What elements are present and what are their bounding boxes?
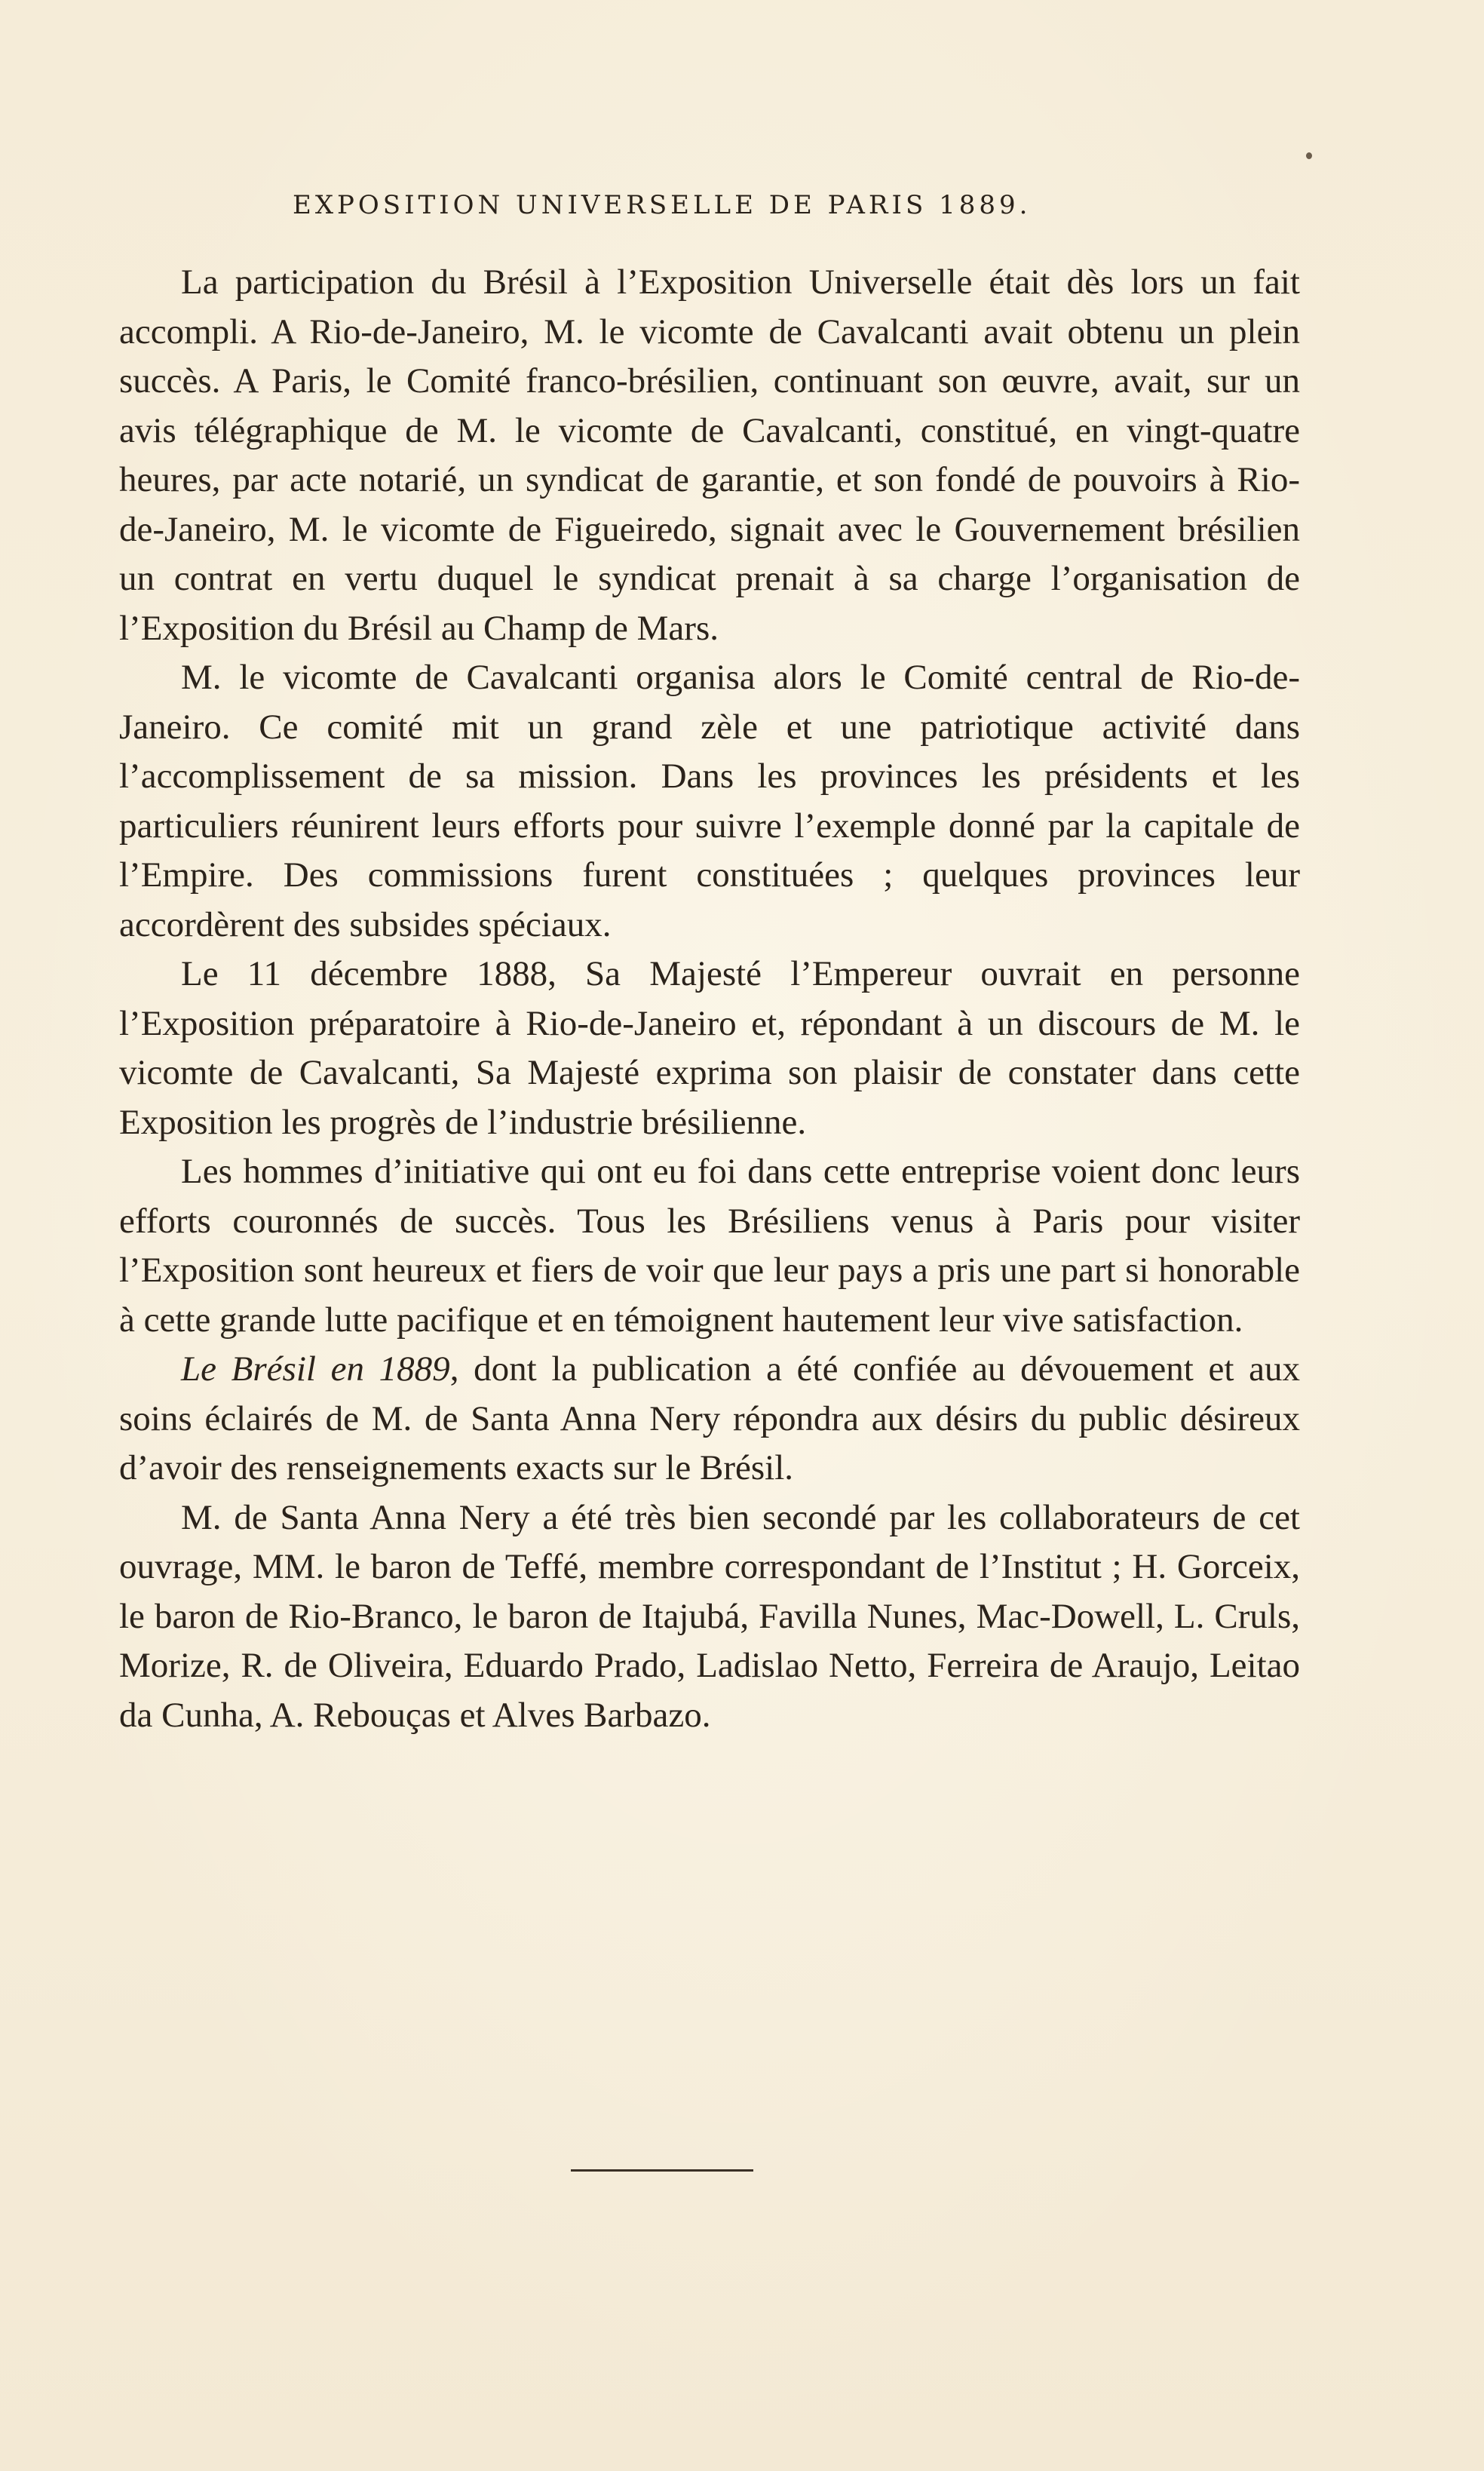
- body-text: [119, 258, 1300, 1740]
- closing-rule: [571, 2169, 753, 2172]
- paragraph-publication: [119, 1345, 1300, 1493]
- paper-speck: [1306, 152, 1312, 159]
- paragraph-brazil-participation: La participation du Brésil à l’Exposition Universelle était dès lors un fait accompli. A Rio-de-Janeiro, M. le vicomte de Cavalcanti avait obtenu un plein succès. A Paris, le Comité franco-brésilien, continuant son œuvre, avait, sur un avis télégraphique de M. le vicomte de Cavalcanti, constitué, en vingt-quatre heures, par acte notarié, un syndicat de garantie, et son fondé de pouvoirs à Rio-de-Janeiro, M. le vicomte de Figueiredo, signait avec le Gouvernement brésilien un contrat en vertu duquel le syndicat prenait à sa charge l’organisation de l’Exposition du Brésil au Champ de Mars.: [119, 262, 1300, 648]
- paragraph-collaborators: M. de Santa Anna Nery a été très bien secondé par les collaborateurs de cet ouvrage, MM. le baron de Teffé, membre correspondant de l’Institut ; H. Gorceix, le baron de Rio-Branco, le baron de Itajubá, Favilla Nunes, Mac-Dowell, L. Cruls, Morize, R. de Oliveira, Eduardo Prado, Ladislao Netto, Ferreira de Araujo, Leitao da Cunha, A. Rebouças et Alves Barbazo.: [119, 1497, 1300, 1735]
- paragraph-central-committee: M. le vicomte de Cavalcanti organisa alors le Comité central de Rio-de-Janeiro. Ce comité mit un grand zèle et une patriotique activité dans l’accomplissement de sa mission. Dans les provinces les présidents et les particuliers réunirent leurs efforts pour suivre l’exemple donné par la capitale de l’Empire. Des commissions furent constituées ; quelques provinces leur accordèrent des subsides spéciaux.: [119, 658, 1300, 944]
- book-title: Le Brésil en 1889: [181, 1349, 450, 1389]
- paragraph-preparatory-exposition: Le 11 décembre 1888, Sa Majesté l’Empereur ouvrait en personne l’Exposition préparatoire à Rio-de-Janeiro et, répondant à un discours de M. le vicomte de Cavalcanti, Sa Majesté exprima son plaisir de constater dans cette Exposition les progrès de l’industrie brésilienne.: [119, 954, 1300, 1142]
- paragraph-initiative-success: Les hommes d’initiative qui ont eu foi dans cette entreprise voient donc leurs efforts couronnés de succès. Tous les Brésiliens venus à Paris pour visiter l’Exposition sont heureux et fiers de voir que leur pays a pris une part si honorable à cette grande lutte pacifique et en témoignent hautement leur vive satisfaction.: [119, 1152, 1300, 1340]
- publication-text: , dont la publication a été confiée au dévouement et aux soins éclairés de M. de Santa Anna Nery répondra aux désirs du public désireux d’avoir des renseignements exacts sur le Brésil.: [119, 1349, 1300, 1487]
- running-head: EXPOSITION UNIVERSELLE DE PARIS 1889.: [293, 190, 1032, 220]
